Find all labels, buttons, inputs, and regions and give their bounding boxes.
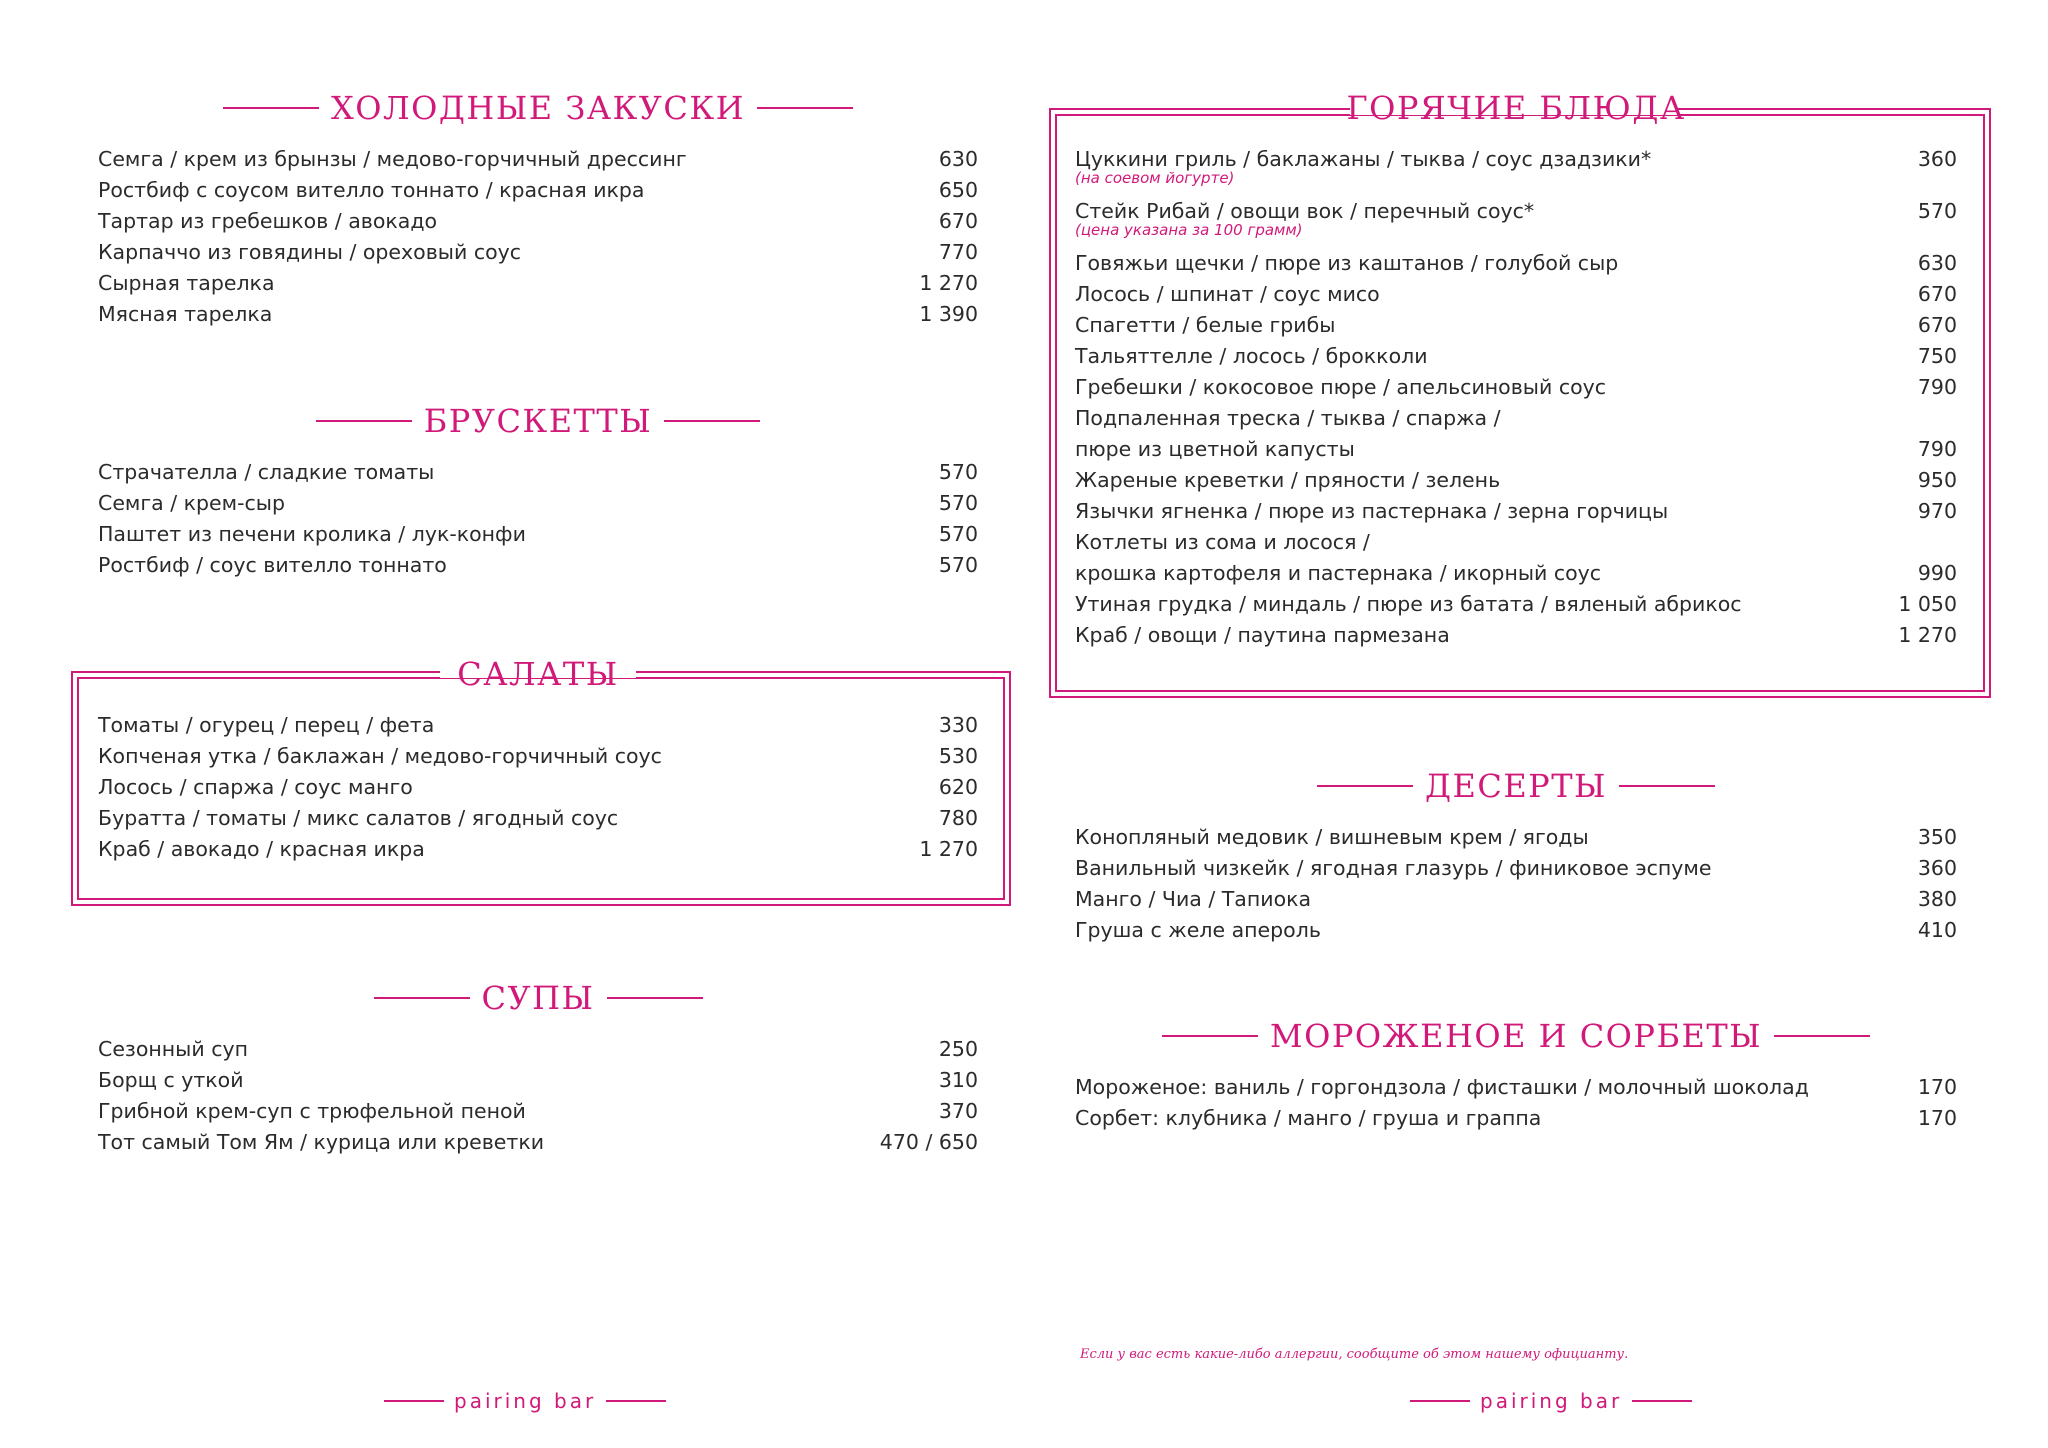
item-name: Подпаленная треска / тыква / спаржа /	[1075, 406, 1501, 430]
item-price: 620	[938, 775, 978, 799]
item-name: Копченая утка / баклажан / медово-горчичный соус	[98, 744, 662, 768]
item-name: Паштет из печени кролика / лук-конфи	[98, 522, 526, 546]
item-price: 570	[938, 491, 978, 515]
item-price: 310	[938, 1068, 978, 1092]
heading-rule-left	[223, 107, 319, 109]
item-name: Лосось / шпинат / соус мисо	[1075, 282, 1380, 306]
brand-name: pairing bar	[1480, 1389, 1623, 1413]
footer-rule-left	[1410, 1400, 1470, 1402]
item-name: Сорбет: клубника / манго / груша и граппа	[1075, 1106, 1542, 1130]
section-heading	[1075, 89, 1957, 127]
heading-rule-left	[1162, 1035, 1258, 1037]
item-price: 630	[938, 147, 978, 171]
item-name: Семга / крем-сыр	[98, 491, 286, 515]
menu-item	[1075, 824, 1957, 855]
menu-item	[1075, 1105, 1957, 1136]
item-price: 170	[1917, 1106, 1957, 1130]
item-price: 770	[938, 240, 978, 264]
menu-item	[1075, 198, 1957, 250]
allergy-note: Если у вас есть какие-либо аллергии, сообщите об этом нашему официанту.	[1080, 1347, 1629, 1362]
menu-item	[98, 836, 978, 867]
menu-list	[98, 146, 978, 332]
menu-item	[98, 552, 978, 583]
menu-item	[98, 208, 978, 239]
menu-item	[1075, 467, 1957, 498]
item-price: 170	[1917, 1075, 1957, 1099]
footer-rule-right	[606, 1400, 666, 1402]
menu-item	[98, 177, 978, 208]
heading-rule-right	[757, 107, 853, 109]
item-price: 670	[1917, 313, 1957, 337]
item-name: Тот самый Том Ям / курица или креветки	[98, 1130, 545, 1154]
item-name: Страчателла / сладкие томаты	[98, 460, 435, 484]
menu-item	[98, 1067, 978, 1098]
item-price: 1 390	[919, 302, 978, 326]
item-price: 750	[1917, 344, 1957, 368]
item-price: 1 270	[919, 271, 978, 295]
heading-rule-left	[1317, 785, 1413, 787]
section-title: СУПЫ	[481, 979, 595, 1017]
footer-brand-left	[374, 1389, 676, 1413]
item-name: Котлеты из сома и лосося /	[1075, 530, 1370, 554]
heading-rule-right	[664, 420, 760, 422]
item-price: 380	[1917, 887, 1957, 911]
menu-item	[98, 301, 978, 332]
item-price: 1 270	[919, 837, 978, 861]
menu-item	[1075, 886, 1957, 917]
item-name: Грибной крем-суп с трюфельной пеной	[98, 1099, 526, 1123]
item-name: Язычки ягненка / пюре из пастернака / зерна горчицы	[1075, 499, 1669, 523]
item-name: Карпаччо из говядины / ореховый соус	[98, 240, 522, 264]
menu-item	[1075, 312, 1957, 343]
item-price: 670	[1917, 282, 1957, 306]
item-price: 1 050	[1898, 592, 1957, 616]
heading-rule-right	[1619, 785, 1715, 787]
item-price: 570	[938, 522, 978, 546]
section-title: БРУСКЕТТЫ	[423, 402, 653, 440]
section-salads	[98, 656, 978, 876]
item-name: Груша с желе апероль	[1075, 918, 1321, 942]
menu-item	[1075, 343, 1957, 374]
menu-list	[98, 459, 978, 583]
menu-item	[1075, 917, 1957, 948]
heading-rule-right	[1774, 1035, 1870, 1037]
item-price: 570	[938, 460, 978, 484]
section-desserts	[1075, 768, 1957, 948]
item-price: 630	[1917, 251, 1957, 275]
menu-item	[1075, 1074, 1957, 1105]
menu-item	[1075, 591, 1957, 622]
item-price: 990	[1917, 561, 1957, 585]
item-name: Манго / Чиа / Тапиока	[1075, 887, 1312, 911]
heading-rule-right	[607, 997, 703, 999]
item-name: Борщ с уткой	[98, 1068, 244, 1092]
section-hot-dishes	[1075, 90, 1957, 670]
section-title: МОРОЖЕНОЕ И СОРБЕТЫ	[1269, 1017, 1763, 1055]
menu-item	[98, 743, 978, 774]
item-name: Спагетти / белые грибы	[1075, 313, 1336, 337]
menu-item	[1075, 498, 1957, 529]
item-name: Утиная грудка / миндаль / пюре из батата / вяленый абрикос	[1075, 592, 1742, 616]
heading-rule-left	[374, 997, 470, 999]
item-price: 570	[938, 553, 978, 577]
item-name: Тартар из гребешков / авокадо	[98, 209, 438, 233]
item-price: 970	[1917, 499, 1957, 523]
menu-item	[1075, 281, 1957, 312]
item-name: Буратта / томаты / микс салатов / ягодный соус	[98, 806, 619, 830]
footer-rule-right	[1632, 1400, 1692, 1402]
item-price: 780	[938, 806, 978, 830]
menu-item	[98, 490, 978, 521]
section-title: ГОРЯЧИЕ БЛЮДА	[1346, 89, 1686, 127]
item-price: 370	[938, 1099, 978, 1123]
menu-list	[98, 712, 978, 867]
item-name: Стейк Рибай / овощи вок / перечный соус*	[1075, 199, 1535, 223]
item-name: Мясная тарелка	[98, 302, 273, 326]
item-price: 350	[1917, 825, 1957, 849]
section-bruschetta	[98, 403, 978, 583]
menu-item	[1075, 529, 1957, 560]
item-price: 570	[1917, 199, 1957, 223]
item-name: Ванильный чизкейк / ягодная глазурь / финиковое эспуме	[1075, 856, 1712, 880]
item-note: (цена указана за 100 грамм)	[1075, 221, 1303, 239]
menu-item	[1075, 250, 1957, 281]
section-heading	[1075, 767, 1957, 805]
heading-rule-left	[316, 420, 412, 422]
item-name: Гребешки / кокосовое пюре / апельсиновый соус	[1075, 375, 1607, 399]
item-price: 410	[1917, 918, 1957, 942]
item-name: Цуккини гриль / баклажаны / тыква / соус дзадзики*	[1075, 147, 1652, 171]
menu-list	[1075, 824, 1957, 948]
menu-item	[98, 1036, 978, 1067]
section-heading	[98, 89, 978, 127]
footer-rule-left	[384, 1400, 444, 1402]
item-price: 790	[1917, 437, 1957, 461]
item-name: Мороженое: ваниль / горгондзола / фисташки / молочный шоколад	[1075, 1075, 1809, 1099]
menu-item	[98, 270, 978, 301]
menu-item	[98, 459, 978, 490]
section-heading	[98, 979, 978, 1017]
menu-item	[1075, 436, 1957, 467]
section-title: САЛАТЫ	[457, 655, 619, 693]
menu-item	[1075, 405, 1957, 436]
menu-item	[98, 712, 978, 743]
menu-list	[98, 1036, 978, 1160]
item-name: Тальяттелле / лосось / брокколи	[1075, 344, 1428, 368]
section-heading	[98, 402, 978, 440]
section-ice-cream	[1075, 1018, 1957, 1138]
menu-list	[1075, 1074, 1957, 1136]
menu-item	[98, 1098, 978, 1129]
menu-item	[98, 1129, 978, 1160]
item-price: 470 / 650	[879, 1130, 978, 1154]
item-name: Говяжьи щечки / пюре из каштанов / голубой сыр	[1075, 251, 1619, 275]
item-name: Ростбиф с соусом вителло тоннато / красная икра	[98, 178, 645, 202]
section-heading	[1075, 1017, 1957, 1055]
item-price: 330	[938, 713, 978, 737]
item-note: (на соевом йогурте)	[1075, 169, 1235, 187]
item-name: Ростбиф / соус вителло тоннато	[98, 553, 447, 577]
item-name: Лосось / спаржа / соус манго	[98, 775, 413, 799]
section-title: ХОЛОДНЫЕ ЗАКУСКИ	[330, 89, 746, 127]
item-price: 790	[1917, 375, 1957, 399]
menu-item	[1075, 855, 1957, 886]
item-name: Краб / овощи / паутина пармезана	[1075, 623, 1450, 647]
item-price: 650	[938, 178, 978, 202]
brand-name: pairing bar	[454, 1389, 597, 1413]
item-name: пюре из цветной капусты	[1075, 437, 1355, 461]
item-name: Томаты / огурец / перец / фета	[98, 713, 435, 737]
item-price: 530	[938, 744, 978, 768]
item-price: 670	[938, 209, 978, 233]
menu-item	[1075, 622, 1957, 653]
item-name: Конопляный медовик / вишневым крем / ягоды	[1075, 825, 1589, 849]
item-price: 250	[938, 1037, 978, 1061]
item-name: Краб / авокадо / красная икра	[98, 837, 425, 861]
menu-item	[98, 239, 978, 270]
item-name: Семга / крем из брынзы / медово-горчичный дрессинг	[98, 147, 687, 171]
section-heading	[98, 655, 978, 693]
section-soups	[98, 980, 978, 1160]
menu-item	[98, 805, 978, 836]
item-price: 360	[1917, 147, 1957, 171]
item-name: крошка картофеля и пастернака / икорный соус	[1075, 561, 1602, 585]
section-title: ДЕСЕРТЫ	[1424, 767, 1608, 805]
footer-brand-right	[1400, 1389, 1702, 1413]
item-name: Жареные креветки / пряности / зелень	[1075, 468, 1501, 492]
menu-item	[98, 774, 978, 805]
menu-item	[1075, 374, 1957, 405]
item-price: 1 270	[1898, 623, 1957, 647]
menu-item	[1075, 560, 1957, 591]
menu-list	[1075, 146, 1957, 653]
item-price: 360	[1917, 856, 1957, 880]
menu-item	[98, 521, 978, 552]
item-price: 950	[1917, 468, 1957, 492]
item-name: Сырная тарелка	[98, 271, 275, 295]
section-cold-appetizers	[98, 90, 978, 340]
item-name: Сезонный суп	[98, 1037, 249, 1061]
menu-item	[1075, 146, 1957, 198]
menu-item	[98, 146, 978, 177]
